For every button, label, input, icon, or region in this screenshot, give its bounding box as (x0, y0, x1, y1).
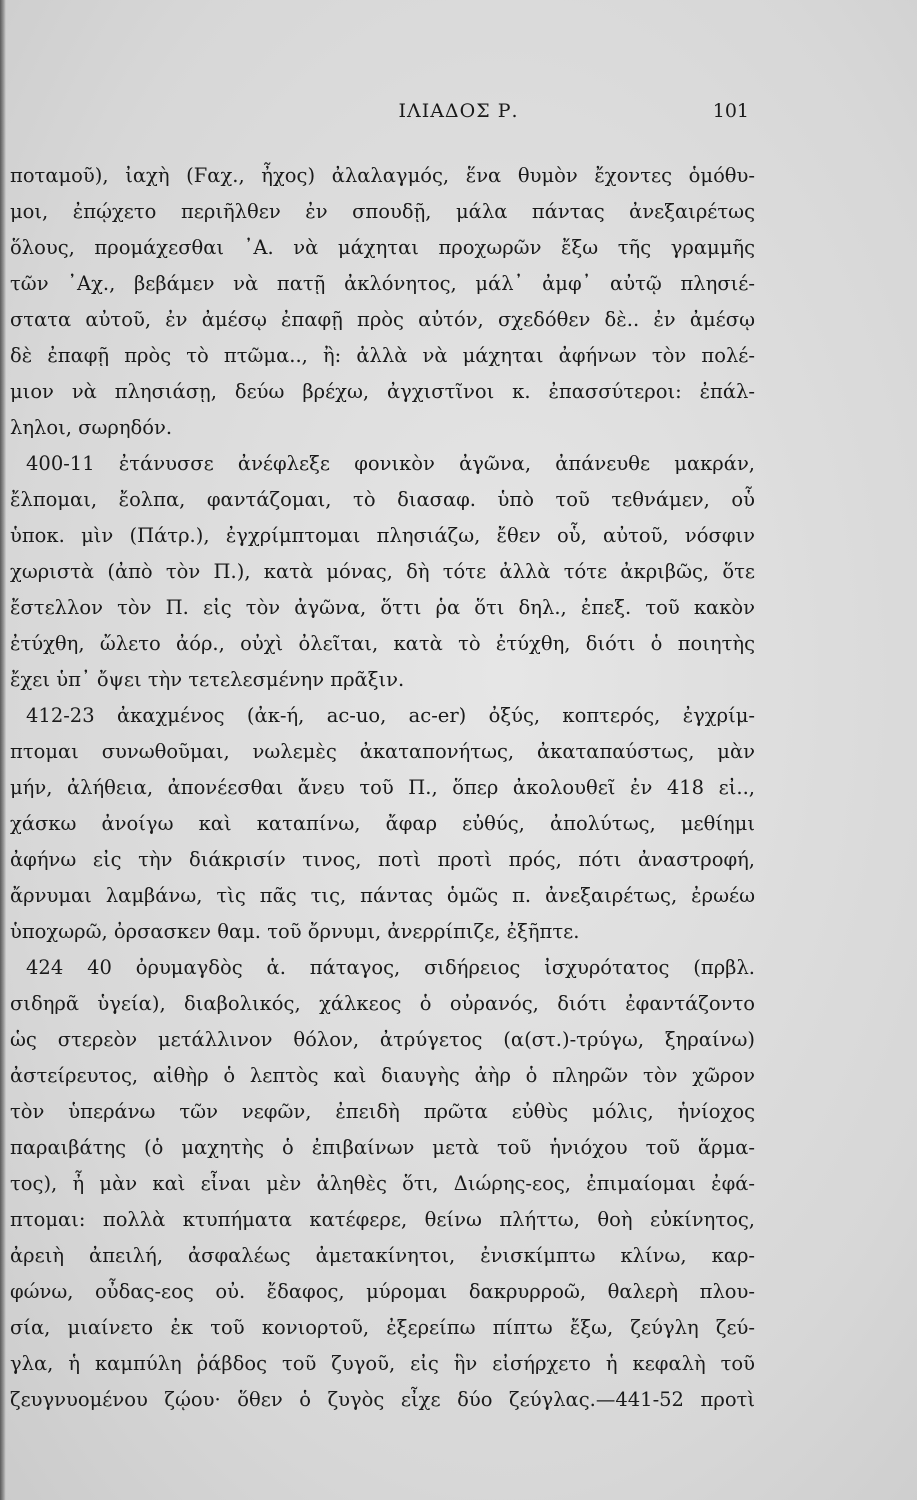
text-line: ληλοι, σωρηδόν. (10, 416, 173, 439)
page-number: 101 (712, 100, 749, 122)
text-line: πτομαι: πολλὰ κτυπήματα κατέφερε, θείνω πλήττω, θοὴ εὐκίνητος, (10, 1208, 755, 1231)
text-line: ποταμοῦ), ἰαχὴ (Ϝαχ., ἦχος) ἀλαλαγμός, ἕνα θυμὸν ἔχοντες ὁμόθυ- (10, 164, 755, 187)
text-line: μιον νὰ πλησιάσῃ, δεύω βρέχω, ἀγχιστῖνοι κ. ἐπασσύτεροι: ἐπάλ- (10, 380, 755, 403)
text-line: μοι, ἐπῴχετο περιῆλθεν ἐν σπουδῇ, μάλα πάντας ἀνεξαιρέτως (10, 200, 755, 223)
text-line: ἄρνυμαι λαμβάνω, τὶς πᾶς τις, πάντας ὁμῶς π. ἀνεξαιρέτως, ἐρωέω (10, 884, 755, 907)
text-line: σία, μιαίνετο ἐκ τοῦ κονιορτοῦ, ἐξερείπω πίπτω ἔξω, ζεύγλη ζεύ- (10, 1316, 755, 1339)
text-line: δὲ ἐπαφῇ πρὸς τὸ πτῶμα.., ἢ: ἀλλὰ νὰ μάχηται ἀφήνων τὸν πολέ- (10, 344, 755, 367)
page-header (0, 100, 917, 132)
text-line: 400-11 ἐτάνυσσε ἀνέφλεξε φονικὸν ἀγῶνα, ἀπάνευθε μακράν, (26, 452, 755, 475)
text-line: ζευγνυομένου ζῴου· ὅθεν ὁ ζυγὸς εἶχε δύο ζεύγλας.—441-52 προτὶ (10, 1388, 755, 1411)
text-line: σιδηρᾶ ὑγεία), διαβολικός, χάλκεος ὁ οὐρανός, διότι ἐφαντάζοντο (10, 992, 755, 1015)
text-line: ὡς στερεὸν μετάλλινον θόλον, ἀτρύγετος (α(στ.)-τρύγω, ξηραίνω) (10, 1028, 755, 1051)
text-line: τῶν ᾽Αχ., βεβάμεν νὰ πατῇ ἀκλόνητος, μάλ᾽ ἀμφ᾽ αὐτῷ πλησιέ- (10, 272, 755, 295)
text-line: 412-23 ἀκαχμένος (ἀκ-ή, ac-uo, ac-er) ὀξύς, κοπτερός, ἐγχρίμ- (26, 704, 755, 727)
text-line: πτομαι συνωθοῦμαι, νωλεμὲς ἀκαταπονήτως, ἀκαταπαύστως, μὰν (10, 740, 755, 763)
text-line: ὑποκ. μὶν (Πάτρ.), ἐγχρίμπτομαι πλησιάζω, ἔθεν οὗ, αὐτοῦ, νόσφιν (10, 524, 755, 547)
text-line: γλα, ἡ καμπύλη ῥάβδος τοῦ ζυγοῦ, εἰς ἣν εἰσήρχετο ἡ κεφαλὴ τοῦ (10, 1352, 755, 1375)
text-line: ἀστείρευτος, αἰθὴρ ὁ λεπτὸς καὶ διαυγὴς ἀὴρ ὁ πληρῶν τὸν χῶρον (10, 1064, 755, 1087)
text-line: τὸν ὑπεράνω τῶν νεφῶν, ἐπειδὴ πρῶτα εὐθὺς μόλις, ἡνίοχος (10, 1100, 755, 1123)
page-edge-shadow (0, 0, 6, 1500)
text-line: χάσκω ἀνοίγω καὶ καταπίνω, ἄφαρ εὐθύς, ἀπολύτως, μεθίημι (10, 812, 755, 835)
text-line: ὑποχωρῶ, ὀρσασκεν θαμ. τοῦ ὄρνυμι, ἀνερρίπιζε, ἐξῆπτε. (10, 920, 580, 943)
text-line: τος), ἦ μὰν καὶ εἶναι μὲν ἀληθὲς ὅτι, Διώρης-εος, ἐπιμαίομαι ἐφά- (10, 1172, 755, 1195)
text-line: ἀφήνω εἰς τὴν διάκρισίν τινος, ποτὶ προτὶ πρός, πότι ἀναστροφή, (10, 848, 755, 871)
text-line: μήν, ἀλήθεια, ἀπονέεσθαι ἄνευ τοῦ Π., ὅπερ ἀκολουθεῖ ἐν 418 εἰ.., (10, 776, 755, 799)
text-line: στατα αὐτοῦ, ἐν ἀμέσῳ ἐπαφῇ πρὸς αὐτόν, σχεδόθεν δὲ.. ἐν ἀμέσῳ (10, 308, 755, 331)
text-line: ὅλους, προμάχεσθαι ᾽Α. νὰ μάχηται προχωρῶν ἔξω τῆς γραμμῆς (10, 236, 755, 259)
text-line: φώνω, οὖδας-εος οὐ. ἔδαφος, μύρομαι δακρυρροῶ, θαλερὴ πλου- (10, 1280, 755, 1303)
commentary-text (10, 158, 755, 1418)
text-line: χωριστὰ (ἀπὸ τὸν Π.), κατὰ μόνας, δὴ τότε ἀλλὰ τότε ἀκριβῶς, ὅτε (10, 560, 755, 583)
text-line: ἀρειὴ ἀπειλή, ἀσφαλέως ἀμετακίνητοι, ἐνισκίμπτω κλίνω, καρ- (10, 1244, 755, 1267)
running-head: ΙΛΙΑΔΟΣ Ρ. (398, 100, 519, 122)
text-line: ἔχει ὑπ᾽ ὄψει τὴν τετελεσμένην πρᾶξιν. (10, 668, 405, 691)
text-line: ἔστελλον τὸν Π. εἰς τὸν ἀγῶνα, ὅττι ῥα ὅτι δηλ., ἐπεξ. τοῦ κακὸν (10, 596, 755, 619)
text-line: ἔλπομαι, ἔολπα, φαντάζομαι, τὸ διασαφ. ὑπὸ τοῦ τεθνάμεν, οὗ (10, 488, 755, 511)
text-line: ἐτύχθη, ὤλετο ἀόρ., οὐχὶ ὀλεῖται, κατὰ τὸ ἐτύχθη, διότι ὁ ποιητὴς (10, 632, 755, 655)
text-line: 424 40 ὀρυμαγδὸς ἁ. πάταγος, σιδήρειος ἰσχυρότατος (πρβλ. (26, 956, 755, 979)
text-line: παραιβάτης (ὁ μαχητὴς ὁ ἐπιβαίνων μετὰ τοῦ ἡνιόχου τοῦ ἅρμα- (10, 1136, 755, 1159)
